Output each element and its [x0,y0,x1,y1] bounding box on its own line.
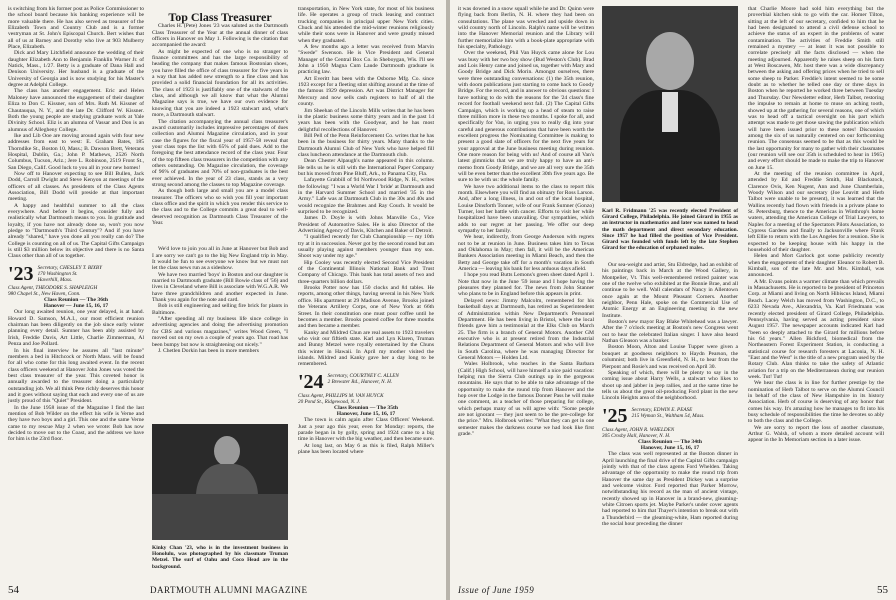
paragraph: J. Chetlen Dorkin has been in more members [158,347,259,354]
class-heading-24 [298,370,434,393]
class-heading-23 [8,262,144,285]
paragraph: At long last, on May 6 as this is filed, Ralph Miller's plane has been located where [298,442,434,455]
photo-caption: Karl R. Fridmann '25 was recently elected President of Girard College, Philadelphia. He joined Girard in 1955 as an instructor in mathematics and later was named to head the math department and direct secondary education. Since 1957 he had filled the position of Vice President. Girard was founded with funds left by the late Stephen Girard for the education of orphaned males. [602,208,738,252]
paragraph: transportation, in New York state, for most of his business life. He operates a group of truck leasing and contract trucking companies in principal upper New York cities. Chuck and his attended the mid-winter reunions religiously while their sons were in Hanover and were greatly missed when they graduated. [298,6,434,44]
paragraph: Lafayette Grabbill of 94 Northwood Ridge, N. H., writes the following: "I was a World War I 'bride' at Dartmouth and in the Harvard Summer School and married '35 in the Army." Lafe was at Dartmouth Club in the 30s and 40s and would recognize the Brahmes and Ray Couch. It would be surprised to be recognized. [298,177,434,215]
paragraph: Kanky and Mildred Chun are real assets to 1923 travelers who visit our fiftieth state. Karl and Lyn Klaren, Truman and Bunny Metzel were royally entertained by the Chuns this winter in Hawaii. In April my mother visited the islands. Mildred and Kanky gave her a day long to be remembered. [298,329,434,368]
paragraph: "After spending all my business life since college in advertising agencies and doing the advertising promotion for CBS and various magazines," writes Wood Green, "I moved out on my own a couple of years ago. That road has been bumpy but now is straightening out nicely." [152,316,288,348]
page-footer: DARTMOUTH ALUMNI MAGAZINE [150,585,308,595]
paragraph: As might be expected of one who is no stranger to finance committees and has the large responsibility of heading the company that makes famous Bostonian shoes, you have filled the office of class treasurer for five years in a way that has added new strength to a fine class and has provided a solid financial foundation for all its activities. The class of 1923 is justifiably one of the stalwarts of the class, and although we all know that what the Alumni Magazine says is true, we have our own evidence for knowing that you are indeed a 1923 stalwart and, what's more, a Dartmouth stalwart. [152,48,288,119]
class-agent: Class Agent, THEODORE S. SHAPLEIGH 980 Chapel St., New Haven, Conn. [8,284,98,297]
paragraph: Bob is still engineering and selling fire brick for plants in Baltimore. [152,303,288,316]
left-page [0,0,446,600]
paragraph: Dean Chester Alpaugh's name appeared in this column. He tells us he is still with the International Paper Company but his moved from Pine Bluff, Ark., to Panama City, Fla. [298,158,434,177]
paragraph: In the June 1958 issue of the Magazine I find the last mention of Bob Wilder on the effect his wife is Verne and they have two boys and a girl. This one and the same Verne came to my rescue May 2 when we wrote: Bob has now decided to move out to the Coast, and the address we have for him is the 23rd floor. [8,404,144,443]
right-column-2 [602,262,738,574]
paragraph: The class was well represented at the Boston dinner in April launching the final drive of the Capital Gifts campaign jointly with that of the class agents Ford Whelden. Taking advantage of the opportunity to make the round trip from Hanover the same day as President Dickey was a surprise and welcome visitor. Ford reported that Parker Morrow, notwithstanding his record as the man of ancient vintage, recently showed up in Hanover in a brand-new, gleaming-white Citroen sports jet. Maybe Parker's under cover agents had reported to him that Thayer's intention to break out with a Thunderbird — the gleaming-white, Ham reported during the social hour preceding the dinner [602,451,738,528]
class-secretary: Secretary, EDWIN E. PEASE 215 Wyman St., Waltham 54, Mass. [631,406,705,419]
paragraph: Brooks Potter now has 150 clocks and 84 tables. He reports, among other things, having several in his New York office. His apartment at 29 Madison Avenue, Brooks joined the Veterans Artillery Corps, one of New York at 66th Street. In their constitution one must pour coffee until he becomes a member. Brooks poured coffee for three months and then became a member. [298,285,434,330]
paragraph: Our sea-weight and artist, Stu Eldredge, had an exhibit of his paintings back in March at the Wood Gallery, in Montpelier, Vt. This well-remembered retired painter was one of the twelve who exhibited at the Bonnie Brae, and all continue to be well. Wall calendars of Nancy in Allentown once again at the Mount Pleasant Corners. Another neighbor, Penn Hale, spoke on the Commercial Use of Atomic Energy at an Engineering meeting in the new Institute. [602,262,738,319]
paragraph: is switching from his former post as Police Commissioner to the school board because his banking experience will be more valuable there. He has also served as treasurer of the Elizabeth Town and Country Club and is a former vestryman at St. John's Episcopal Church. Bert wishes that all of us at Barney and Dorothy who live at 903 Mulberry Place, Elizabeth. [8,6,144,51]
paragraph: We have two married 'boys' in Boston and our daughter is married to Dartmouth graduate (Bill Bowie class of '56) and lives in Cleveland where Bill is associate with W.G.A.R. We have three grandchildren and another expected in June. Thank you again for the note and card. [152,271,288,304]
class-reunion: Class Reunion — The 35th Hanover, June 15, 16, 17 [334,404,398,417]
paragraph: "I qualified recently for Club Championship — my 10th try at it in succession. Never got by the second round but am usually playing against members younger than my son. Shoot way under my age." [298,234,434,260]
class-year: '24 [298,370,324,393]
paragraph: We have two additional items to the class to report this month. Elsewhere you will find an obituary for Ross Larson. And, after a long illness, in and out of the local hospital, Louise Dinsforth Tonner, wife of our Frank Sumner (Gonzo) Turner, lost her battle with cancer. Efforts to visit her while hospitalized have been unavailing. Our sympathies, which adds to our regret at her passing. We offer our deep sympathy to her family. [458,183,594,235]
right-column-3 [748,6,884,574]
paragraph: Delayed news: Jimmy Malcolm, remembered for his basketball days at Dartmouth, has retired as Superintendent of Administration within New Department's Personnel Department. He has been living in Bristol, where the local friends gave him a testimonial at the Elks Club on March 25. The firm is a branch of General Motors. Another GM executive who is at present retired from the Industrial Relations Department of General Motors and who will live in South Carolina, where he was managing Director for General Motors — Holden Ltd. [458,297,594,361]
person-head [214,436,240,466]
paragraph: The town is calm again after Class Officers' Weekend. Just a year ago this year, even for Monday: reports, the parade began in by golly, spring and 1924 came to a big time in Hanover with the big weather, and then became sure. [298,417,434,443]
paragraph: Charles H. (Pete) Jones '23 was saluted as the Dartmouth Class Treasurer of the Year at the annual dinner of class officers in Hanover on May 1. Following is the citation that accompanied the award: [152,23,288,49]
photo-caption: Kinky Chan '23, who is in the investment business in Honolulu, was photographed by his classmate Truman Metzel. The surf of Oahu and Coco Head are in the background. [152,545,288,570]
paragraph: We hear the class is in line for further prestige by the nomination of Herb Talbot to serve on the Alumni Council in behalf of the class of New Hampshire in its history Association. Herb of course is deserving of any honor that comes his way. It's amazing how he manages to fit into his busy schedule of responsibilities the time he devotes so ably to both the class and the College. [748,380,884,425]
paragraph: Helen and Mort Garlock got some publicity recently when the engagement of their daughter Eleanor to Robert B. Kimball, son of the late Mr. and Mrs. Kimball, was announced. [748,253,884,279]
class-reunion: Class Reunion — The 36th Hanover — June 15, 16, 17 [43,296,109,310]
class-agent: Class Agent, JOHN R. WHELDEN 305 Crosby Hall, Hanover, N. H. [602,426,675,439]
paragraph: In his final interview he assures all "last minute" members a bed in Hitchcock or North Mass. will be found for all who come for this long awaited event. In the recent class officers weekend at Hanover John Jones was voted the best class treasurer of the year. This coveted honor is annually awarded to the treasurer doing a particularly outstanding job. We all think Pete richly deserves this honor and it goes without saying that each and every one of us are justly proud of this "Quiet" President. [8,347,144,405]
page-footer: Issue of June 1959 [458,585,535,595]
paragraph: Ike and Lib Ooe are moving around again with four new addresses from east to west: E. Graham Bates, 185 Thorndike St., Boston 10, Mass.; B. Dawson Brett, Veterans Hospital, Dublin, Ga.; John P. Mathews, 2526 North Columbus, Tucson, Ariz.; Jere L. Robinson, 2519 Front St., San Diego, Calif. Good luck to you all in your new homes! [8,132,144,171]
paragraph: that Charlie Moore had sold him everything but the proverbial kitchen sink to go with the car. Homer Tilton, sitting at the left of our secretary, confided to him that he had been designated to attend a civil defense school to achieve the status of an expert in the problems of water contamination. The activities of Freddie Smith still remained a mystery — at least it was not possible to correlate precisely all the facts disclosed — when the meeting adjourned. Apparently he raises sheep on his farm at West Boscawen, Mr. host there was a wide discrepancy between the asking and offering prices when he tried to sell some sheep to Parker. Freddie's intent seemed to be some doubt as to whether he telled one day or three days in Boston when he reported he worked three between Tuesday and Thursday. Our Newsletter editor, Herb Talbot, restoring the impulse to remain at home to muse on aching tooth, showed up at the gathering for several reasons, one of which was to head off a tactical oversight on his part which attempt was made to get those sawing the publication which will have been issued prior to these notes! Discussion among the six of us naturally centered on our forthcoming reunion. The consensus seemed to be that as this would be the last opportunity for many to gather with their classmates (our reunion will see our 35th is scheduled to hear in 1965) and every effort should be made to make the trip to Hanover on June 15. [748,6,884,171]
paragraph: We are sorry to report the loss of another classmate, Arthur G. Walsh, of whom a more detailed account will appear in the In Memoriam section in a later issue. [748,424,884,444]
class-year: '23 [8,262,34,285]
right-page [450,0,896,600]
paragraph: Boston's new mayor Ray Blake Whitehead was a lawyer. After the 7 o'clock meeting at Boston's new Congress went out to hear the celebrated Italian singer. I have also heard Nathan Gleason was a banker. [602,319,738,345]
paragraph: Bill Pell of the Penn Reinforcement Co. writes that he has been in the business for thirty years. Many thanks to the Dartmouth Alumni Club of New York who have helped fill class luncheon attendance at the Dartmouth club. [298,132,434,158]
paragraph: We'd love to join you all in June at Hanover but Bob and I are sorry we can't go to the big New England trip in May. It would be fun to see everyone we know but we must not let the class news run as a sideshow. [152,246,288,272]
page-number: 55 [877,584,888,596]
paragraph: it was downed in a snow squall while he and Dr. Quinn were flying back from Berlin, N. H. where they had been on consultations. The plane was wrecked and upside down in wild country north of Lincoln. Ralph's name will be written into the Hanover Memorial reunion and the Library will further memorialize him with a book-plate appropriate with his specialty, Pathology. [458,6,594,51]
paragraph: Art Everitt has been with the Osborne Mfg. Co. since 1923 except for a fleeting stint shifting around at the time of the famous 1929 depression. Art was District Manager for Mercury and now sells cash registers to half of all the county. [298,75,434,108]
paragraph: I hope you read Butts Lemons's green sheet dated April 1. Note that now in the June '59 issue and I hope having the pleasures they planned for. The news from John Stanner who plans to be in England before this appears in print. [458,272,594,298]
page-number: 54 [8,584,19,596]
paragraph: A happy and healthful summer to all the class everywhere. And before it begins, consider fully and realistically what Dartmouth means to you. In gratitude and loyalty, if you have not already done so, won't you now pledge to "Dartmouth's Third Century"? And if you have already "shared," have you done all you really can do? The College is counting on all of us. The Capital Gifts Campaign is still $3 million below its objective and there is no Santa Claus other than all of us together. [8,202,144,260]
paragraph: James D. Doyle is with Johns Manville Co., Vice President of Automotive Sales. He is also Director of the Advertising Agency of Davis, Kitchen and Baker of Detroit. [298,215,434,235]
paragraph: A few months ago a letter was received from Marvin "Swede" Swenson. He is Vice President and General Manager of the Central Box Co. in Sheboygan, Wis. I'll see John a 1950 Magna Cum Laude Dartmouth graduate is practicing law. [298,44,434,76]
paragraph: As though both large and small you are a model class treasurer. The officers who so wish you fill your important class office and the spirit in which you render this service to the class and to the College commits a great deal to well-deserved recognition as Dartmouth Class Treasurer of the Year. [152,188,288,226]
paragraph: We hear, indirectly, from George Anderson with regrets not to be at reunion in June. Business takes him to Texas and Oklahoma in May; then fall, it will be the American Bankers Association meeting in Miami Beach, and then the Betty and George take off for a month's vacation in South America — leaving his bank for less arduous days afield. [458,234,594,273]
paragraph: The class has another engagement. Eric and Helen Maloney have announced the engagement of their daughter Eliza to Don C. Kissner, son of Mrs. Ruth M. Kissner of Chautauqua, N. Y., and the late Dr. Clifford W. Kissner. Both the young people are studying graduate work at Yale Divinity School. Eliz is an alumna of Vassar and Don is an alumnus of Allegheny College. [8,88,144,133]
paragraph: Speaking of which, there will be plenty to say in the coming issue about Harry Wells, a stalwart who likes to shoot up and jabber in jeep rallies, and at the same time he tells us about the great oil-producing Ford plant in the new Lincoln Heights area of the neighborhood. [602,369,738,402]
paragraph: Our long awaited reunion, one year delayed, is at hand. Howard D. Samson, M.A.I., our most efficient reunion chairman has been diligently on the job since early winter planning every detail. Sumner has been ably assisted by Irish, Freddie Davis, Art Little, Charlie Zimmerman, Al Penza and Joe Pollard. [8,309,144,348]
shirt-collar [662,92,678,132]
class-agent: Class Agent, PHILLIPS M. VAN HUYCK 20 Pond St., Ridgewood, N. J. [298,392,384,405]
paragraph: Wales Holbrook, who teaches in the Santa Barbara (Calif.) High School, will have himself a nice paid vacation: helping run the Sierra Club outings up in the gorgeous mountains. He says that to be able to take advantage of the opportunity to make the round trip from Hanover and the hop over the Lodge in the famous Donner Pass he will make one comment, as a teacher of those preparing for college, which perhaps many of us will agree with: "Some people are not ignorant — they just seem to be the pre-college for the price." Mrs. Holbrook writes: "What they can get in one semester makes the darkness course we had look like first grade." [458,361,594,438]
paragraph: The citation accompanying the annual class treasurer's award customarily includes impressive percentages of dues collection and Alumni Magazine circulation, and in your case the figures for the fiscal year of 1957-58 reveal that your class tops the list with 65% of paid dues. Add to the foregoing the best attendance record of the class year. Four of the top fifteen class treasurers in the competition with any others outstanding. On Magazine circulation, the coverage of 96% of graduates and 70% of non-graduates is the best ever achieved. In the year of 23 class, stands as a very strong second among the classes to top Magazine coverage. [152,118,288,188]
paragraph: Over the weekend, Phil Van Huyck came alone for Lou was busy with her two boy show (Bud Weston's Club). Brad and Lois Henry came and joined us, together with Mary and Goody Bridge and Dick Morin. Amongst ourselves, there were three outstanding conversations: (1) the 35th reunion, with doom publications just starting to come back to Goody Bridge. For the record, and in answer to obvious questions: I have nothing to do with the reasons for the '24 class's fine record for football weekend next fall. (2) The Capital Gifts Campaign, which is working up a head of steam to raise three million more in these two months. I spoke for all, and specifically for Van, in urging you to really dig into your careful and generous contributions that have been worth the excellent progress the Nominating Committee is making to present a good slate of officers for the next five years for your approval at the June business meeting during reunion. One more reason for being with us! And of course all Van's latest gimmicks that we are truly happy to have an anti-memo from Goody Bridge, and we are all very sure the 35th will be even better than the excellent 30th five years ago. Be sure to be with us: the whole family. [458,50,594,184]
left-column-3 [298,6,434,574]
right-column-1 [458,6,594,574]
left-column-1 [8,6,144,574]
paragraph: Dick and Mary Litchfield announce the wedding of their daughter Elizabeth Ann to Benjamin Franklin Warner Jr. of Natick, Mass., 1/27. Betty is a graduate of Dana Hall and Denison University. Her husband is a graduate of the University of Georgia and is now studying for his Master's degree at Adelphi College. [8,50,144,89]
article-title: Top Class Treasurer [168,10,272,24]
paragraph: Hip Cooley was recently elected Second Vice President of the Continental Illinois National Bank and Trust Company of Chicago. This bank has total assets of two and three-quarters billion dollars. [298,259,434,285]
paragraph: A Mr. Evans points a warmer climate than which prevails in Massachusetts. He is reported to be president of Princeton Corp. at Miami and living on North Hibiscus Island, Miami Beach. Lacey Welch has moved from Washington, D.C., to 6233 Nevada Ave., Alexandria, Va. Karl Friedmann was recently elected president of Girard College, Philadelphia. Pennsylvania, having served as acting president since August 1957. The newspaper accounts indicated Karl had "been so deeply attached to the Girard for millions before his 64 years." Allen Bickford, biomedical from the Northeastern Forest Experiment Station, is conducting a statistical course for research foresters at Laconia, N. H. "East and the West" is the title of a new program used by the Rotary Club. Alan thinks to take the safety of Atlantic aviation for a trip on the Mediterranean during our reunion week. Tut! Tut! [748,278,884,380]
class-heading-25 [602,404,738,427]
paragraph: Now off to Hanover expecting to see Bill Bullen, Jack Dodd, Carroll Dwight and Steve Kenyon at meetings of the officers of all classes. As presidents of the Class Agents Association, Bill Dodd will preside at that important meeting. [8,170,144,203]
person-head [646,32,694,90]
photo-hawaii [152,424,288,540]
class-secretary: Secretary, CHESLEY T. BIXBY 170 Washington St. Haverhill, Mass. [37,264,102,283]
class-reunion: Class Reunion — The 34th Hanover, June 15, 16, 17 [638,438,702,451]
paragraph: Jim Sheehan of the Lincoln Mills writes that he has been in the plastic business some thirty years and in the past 14 years has been with the Goodyear, and he has most delightful recollections of Hanover. [298,107,434,133]
portrait-photo [602,6,738,202]
paragraph: At the meeting of the reunion committee in April, attended by Ed and Freddie Smith, Hal Blackstock, Clarence Ovis, Ken Nugent, Ann and June Chamberlain, Woody Wilson and our secretary (Joe Leavitt and Herb Talbot were unable to be present), it was learned that the Wallins recently had flown with friends in a private plane to St. Petersburg, thence to the Americas in Winthrop's home waters, attending the American College of Trial Lawyers, to Naples for a meeting of the Spectators Pilots Association, to Cypress Gardens and finally to Jacksonville where Frank left Ellie to return with the Los Angeles for a reunion. She is expected to be keeping house with his happy in the household of their daughter. [748,170,884,254]
paragraph: Boston Moon, Alton and Louise Tupper were given a bouquet at goodness neighbors to Haydn Pearson, the columnist; both live in Greenfield, N. H., to hear from the Pierpont and Rosie's and was received on April 30. [602,344,738,370]
surf [152,494,288,540]
class-secretary: Secretary, COURTNEY C. ALLEN 2 Brewster Rd., Hanover, N. H. [327,372,399,385]
class-year: '25 [602,404,628,427]
